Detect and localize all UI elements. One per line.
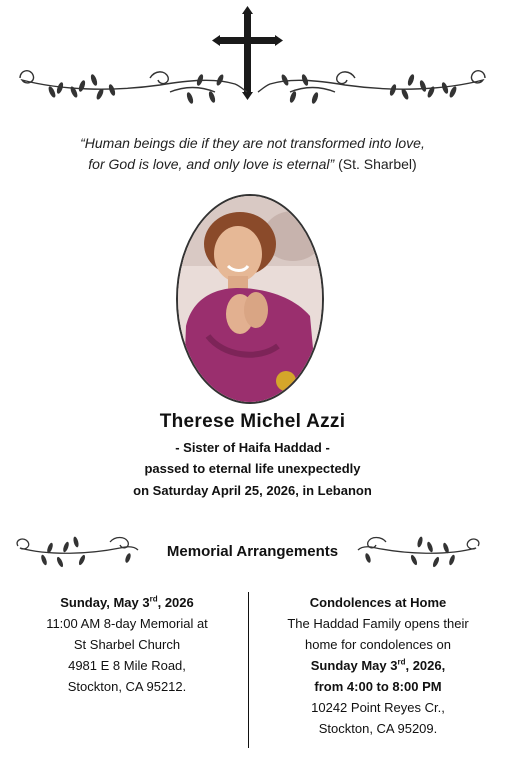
cross-icon bbox=[212, 6, 283, 100]
column-divider bbox=[248, 592, 249, 748]
condolence-heading: Condolences at Home bbox=[309, 595, 447, 610]
portrait-photo bbox=[176, 194, 324, 404]
condolence-details bbox=[263, 592, 493, 739]
condolence-time: from 4:00 to 8:00 PM bbox=[314, 679, 442, 694]
relation-line: - Sister of Haifa Haddad - bbox=[175, 440, 330, 455]
quote-line-1: “Human beings die if they are not transformed into love, bbox=[80, 135, 425, 151]
memorial-time: 11:00 AM 8-day Memorial at bbox=[46, 616, 208, 631]
condolence-address-1: 10242 Point Reyes Cr., bbox=[311, 700, 445, 715]
condolence-line-2: home for condolences on bbox=[305, 637, 451, 652]
memorial-details bbox=[12, 592, 242, 697]
passing-line-2: on Saturday April 25, 2026, in Lebanon bbox=[133, 483, 372, 498]
vine-ornament-right bbox=[352, 532, 486, 572]
condolence-date: Sunday May 3rd, 2026, bbox=[310, 657, 446, 673]
memorial-address-2: Stockton, CA 95212. bbox=[67, 679, 187, 694]
section-title: Memorial Arrangements bbox=[166, 543, 339, 560]
quote-line-2: for God is love, and only love is eternal” (St. Sharbel) bbox=[88, 156, 417, 172]
passing-line-1: passed to eternal life unexpectedly bbox=[144, 461, 361, 476]
condolence-line-1: The Haddad Family opens their bbox=[287, 616, 469, 631]
saint-quote bbox=[0, 133, 505, 175]
quote-attribution: (St. Sharbel) bbox=[334, 156, 417, 172]
deceased-name: Therese Michel Azzi bbox=[159, 411, 346, 432]
memorial-venue: St Sharbel Church bbox=[73, 637, 181, 652]
top-ornament bbox=[0, 0, 505, 125]
memorial-address-1: 4981 E 8 Mile Road, bbox=[68, 658, 186, 673]
condolence-address-2: Stockton, CA 95209. bbox=[318, 721, 438, 736]
memorial-date: Sunday, May 3rd, 2026 bbox=[60, 594, 194, 610]
vine-ornament bbox=[20, 71, 485, 92]
